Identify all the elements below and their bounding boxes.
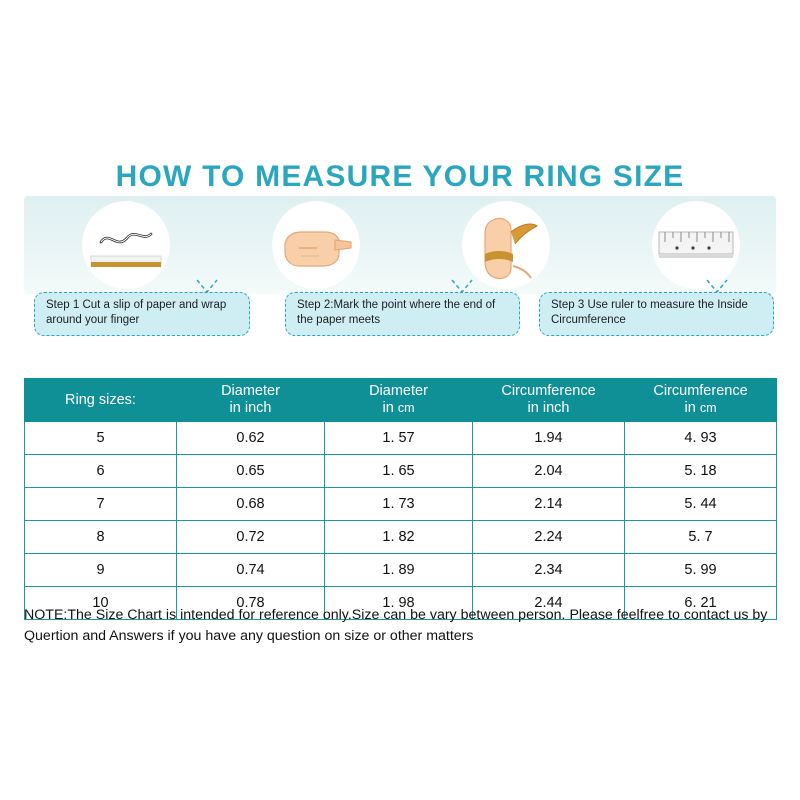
cell-circumference-cm: 5. 7 xyxy=(625,521,777,554)
callout-notch-1 xyxy=(196,279,218,293)
callout-notch-3 xyxy=(706,279,728,293)
table-row xyxy=(25,554,777,587)
cell-diameter-inch: 0.74 xyxy=(177,554,325,587)
cell-diameter-inch: 0.65 xyxy=(177,455,325,488)
page-title: HOW TO MEASURE YOUR RING SIZE xyxy=(115,160,685,193)
header-diameter-inch xyxy=(177,379,325,422)
header-circumference-inch xyxy=(473,379,625,422)
header-circumference-cm-main: Circumference xyxy=(653,383,748,399)
cell-diameter-cm: 1. 65 xyxy=(325,455,473,488)
paper-strip-icon xyxy=(83,202,169,288)
step-callout-2: Step 2:Mark the point where the end of the paper meets xyxy=(285,292,520,336)
header-circumference-cm-unit: cm xyxy=(699,401,717,415)
hand-pointing-icon xyxy=(273,202,359,288)
cell-circumference-inch: 2.44 xyxy=(473,587,625,620)
header-diameter-inch-sub: in inch xyxy=(229,400,272,416)
header-diameter-cm-unit: cm xyxy=(397,401,415,415)
cell-diameter-inch: 0.62 xyxy=(177,422,325,455)
cell-diameter-inch: 0.72 xyxy=(177,521,325,554)
cell-circumference-cm: 5. 99 xyxy=(625,554,777,587)
cell-circumference-cm: 5. 44 xyxy=(625,488,777,521)
cell-diameter-inch: 0.78 xyxy=(177,587,325,620)
header-diameter-cm xyxy=(325,379,473,422)
cell-circumference-inch: 2.14 xyxy=(473,488,625,521)
cell-circumference-cm: 5. 18 xyxy=(625,455,777,488)
cell-diameter-cm: 1. 73 xyxy=(325,488,473,521)
header-diameter-cm-sub xyxy=(326,400,471,417)
table-row xyxy=(25,422,777,455)
table-row xyxy=(25,488,777,521)
header-diameter-inch-main: Diameter xyxy=(221,383,280,399)
table-row xyxy=(25,455,777,488)
step-callout-1: Step 1 Cut a slip of paper and wrap around your finger xyxy=(34,292,250,336)
header-ring-sizes-label: Ring sizes: xyxy=(65,391,136,408)
header-diameter-cm-sub-text: in xyxy=(382,400,394,416)
cell-circumference-inch: 2.04 xyxy=(473,455,625,488)
header-circumference-cm-sub xyxy=(626,400,775,417)
cell-circumference-cm: 6. 21 xyxy=(625,587,777,620)
cell-diameter-cm: 1. 89 xyxy=(325,554,473,587)
cell-circumference-inch: 2.34 xyxy=(473,554,625,587)
ring-size-table-wrap xyxy=(24,378,776,620)
cell-ring-size: 7 xyxy=(25,488,177,521)
ring-size-table xyxy=(24,378,777,620)
cell-diameter-inch: 0.68 xyxy=(177,488,325,521)
header-circumference-inch-main: Circumference xyxy=(501,383,596,399)
cell-diameter-cm: 1. 82 xyxy=(325,521,473,554)
cell-ring-size: 6 xyxy=(25,455,177,488)
cell-ring-size: 5 xyxy=(25,422,177,455)
size-chart-note: NOTE:The Size Chart is intended for reference only.Size can be vary between person. Please feelfree to contact us by Quertion and Answers if you have any question on size or other matters xyxy=(24,607,768,644)
table-row xyxy=(25,521,777,554)
cell-ring-size: 8 xyxy=(25,521,177,554)
cell-diameter-cm: 1. 98 xyxy=(325,587,473,620)
cell-ring-size: 9 xyxy=(25,554,177,587)
cell-ring-size: 10 xyxy=(25,587,177,620)
header-circumference-cm-sub-text: in xyxy=(684,400,696,416)
cell-circumference-inch: 1.94 xyxy=(473,422,625,455)
table-header-row xyxy=(25,379,777,422)
header-ring-sizes xyxy=(25,379,177,422)
header-diameter-cm-main: Diameter xyxy=(369,383,428,399)
callout-notch-2 xyxy=(451,279,473,293)
finger-wrap-icon xyxy=(463,202,549,288)
header-circumference-cm xyxy=(625,379,777,422)
ruler-icon xyxy=(653,202,739,288)
step-callout-3: Step 3 Use ruler to measure the Inside Circumference xyxy=(539,292,774,336)
cell-diameter-cm: 1. 57 xyxy=(325,422,473,455)
cell-circumference-inch: 2.24 xyxy=(473,521,625,554)
header-circumference-inch-sub: in inch xyxy=(527,400,570,416)
cell-circumference-cm: 4. 93 xyxy=(625,422,777,455)
